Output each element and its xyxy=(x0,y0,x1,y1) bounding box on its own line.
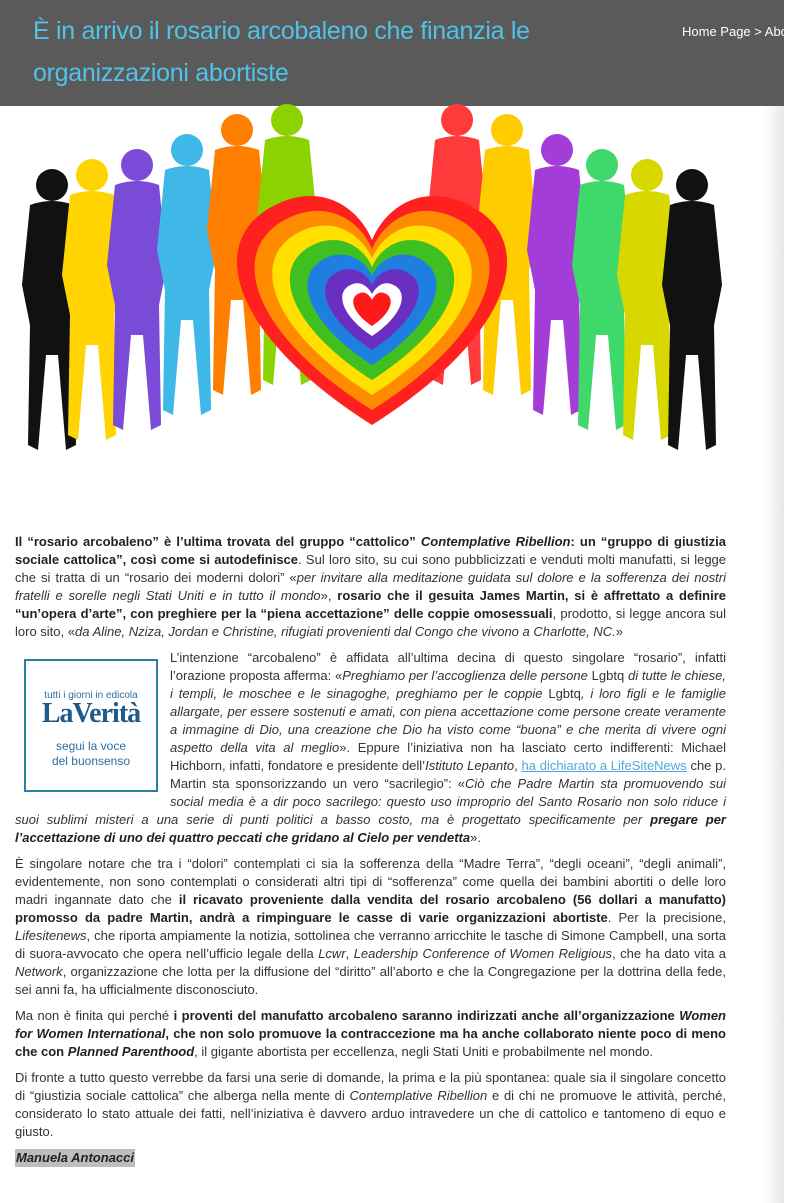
promo-slogan: segui la voce del buonsenso xyxy=(51,739,131,768)
article-author xyxy=(15,1149,726,1167)
article-body xyxy=(15,533,726,1175)
page-edge-shadow xyxy=(764,106,784,1203)
breadcrumb-current[interactable]: Abo xyxy=(764,24,788,39)
newspaper-promo-banner[interactable] xyxy=(24,659,158,792)
breadcrumb-home-link[interactable]: Home Page xyxy=(682,24,751,39)
article-paragraph: Ma non è finita qui perché i proventi del manufatto arcobaleno saranno indirizzati anche all’organizzazione Women for Women International, che non solo promuove la contraccezione ma ha anche collaborato niente poco di meno che con Planned Parenthood, il gigante abortista per eccellenza, negli Stati Uniti e probabilmente nel mondo. xyxy=(15,1008,726,1059)
breadcrumb-separator: > xyxy=(754,24,762,39)
rainbow-heart xyxy=(237,196,507,425)
article-paragraph: L’intenzione “arcobaleno” è affidata all’ultima decina di questo singolare “rosario”, infatti l’orazione proposta afferma: «Preghiamo per l’accoglienza delle persone Lgbtq di tutte le chiese, i templi, le moschee e le sinagoghe, preghiamo per le coppie Lgbtq, i loro figli e le famiglie allargate, per essere sostenuti e amati, con piena accettazione come persone create veramente a immagine di Dio, una creazione che Dio ha visto come “buona” e che merita di vivere ogni aspetto della vita al meglio». Eppure l’iniziativa non ha lasciato certo indifferenti: Michael Hichborn, infatti, fondatore e presidente dell’Istituto Lepanto, ha dichiarato a LifeSiteNews che p. Martin sta sponsorizzando un vero “sacrilegio”: «Ciò che Padre Martin sta promuovendo sui social media è a dir poco sacrilego: questo uso improprio del Santo Rosario non solo riduce i suoi sublimi misteri a una serie di punti politici a basso costo, ma è progettato specificamente per pregare per l’accettazione di uno dei quattro peccati che gridano al Cielo per vendetta». xyxy=(15,650,727,845)
article-paragraph: Di fronte a tutto questo verrebbe da farsi una serie di domande, la prima e la più spontanea: quale sia il singolare concetto di “giustizia sociale cattolica” che alberga nella mente di Contemplative Ribellion e di chi ne promuove le attività, perché, considerato lo stato attuale dei fatti, nell’iniziativa è davvero arduo intravedere un che di cattolico e tantomeno di equo e giusto. xyxy=(15,1070,727,1139)
breadcrumb xyxy=(682,24,788,39)
promo-tagline: tutti i giorni in edicola xyxy=(44,690,138,701)
page-title: È in arrivo il rosario arcobaleno che finanzia le organizzazioni abortiste xyxy=(33,17,530,87)
lifesitenews-link[interactable]: ha dichiarato a LifeSiteNews xyxy=(521,758,687,773)
la-verita-logo: LaVerità xyxy=(41,698,141,729)
rainbow-people-heart-illustration xyxy=(12,150,732,470)
article-paragraph: È singolare notare che tra i “dolori” contemplati ci sia la sofferenza della “Madre Terra”, “degli oceani”, “degli animali”, evidentemente, non sono contemplati o considerati altri tipi di “sofferenza” come quella dei bambini abortiti o delle loro madri ingannate dato che il ricavato proveniente dalla vendita del rosario arcobaleno (56 dollari a manufatto) promosso da padre Martin, andrà a rimpinguare le casse di varie organizzazioni abortiste. Per la precisione, Lifesitenews, che riporta ampiamente la notizia, sottolinea che verranno arricchite le tasche di Simone Campbell, una sorta di suora-avvocato che opera nell’ufficio legale della Lcwr, Leadership Conference of Women Religious, che ha dato vita a Network, organizzazione che lotta per la diffusione del “diritto” all’aborto e che la Congregazione per la dottrina della fede, sei anni fa, ha ufficialmente disconosciuto. xyxy=(15,856,727,997)
page-header xyxy=(0,0,788,106)
article-paragraph: Il “rosario arcobaleno” è l’ultima trovata del gruppo “cattolico” Contemplative Ribellion: un “gruppo di giustizia sociale cattolica”, così come si autodefinisce. Sul loro sito, su cui sono pubblicizzati e venduti molti manufatti, si legge che si tratta di un “rosario dei moderni dolori” «per invitare alla meditazione guidata sul dolore e la sofferenza dei nostri fratelli e sorelle negli Stati Uniti e in tutto il mondo», rosario che il gesuita James Martin, si è affrettato a definire “un’opera d’arte”, con preghiere per la “piena accettazione” delle coppie omosessuali, prodotto, si legge ancora sul loro sito, «da Aline, Nziza, Jordan e Christine, rifugiati provenienti dal Congo che vivono a Charlotte, NC.» xyxy=(15,534,727,639)
author-name: Manuela Antonacci xyxy=(16,1150,134,1165)
